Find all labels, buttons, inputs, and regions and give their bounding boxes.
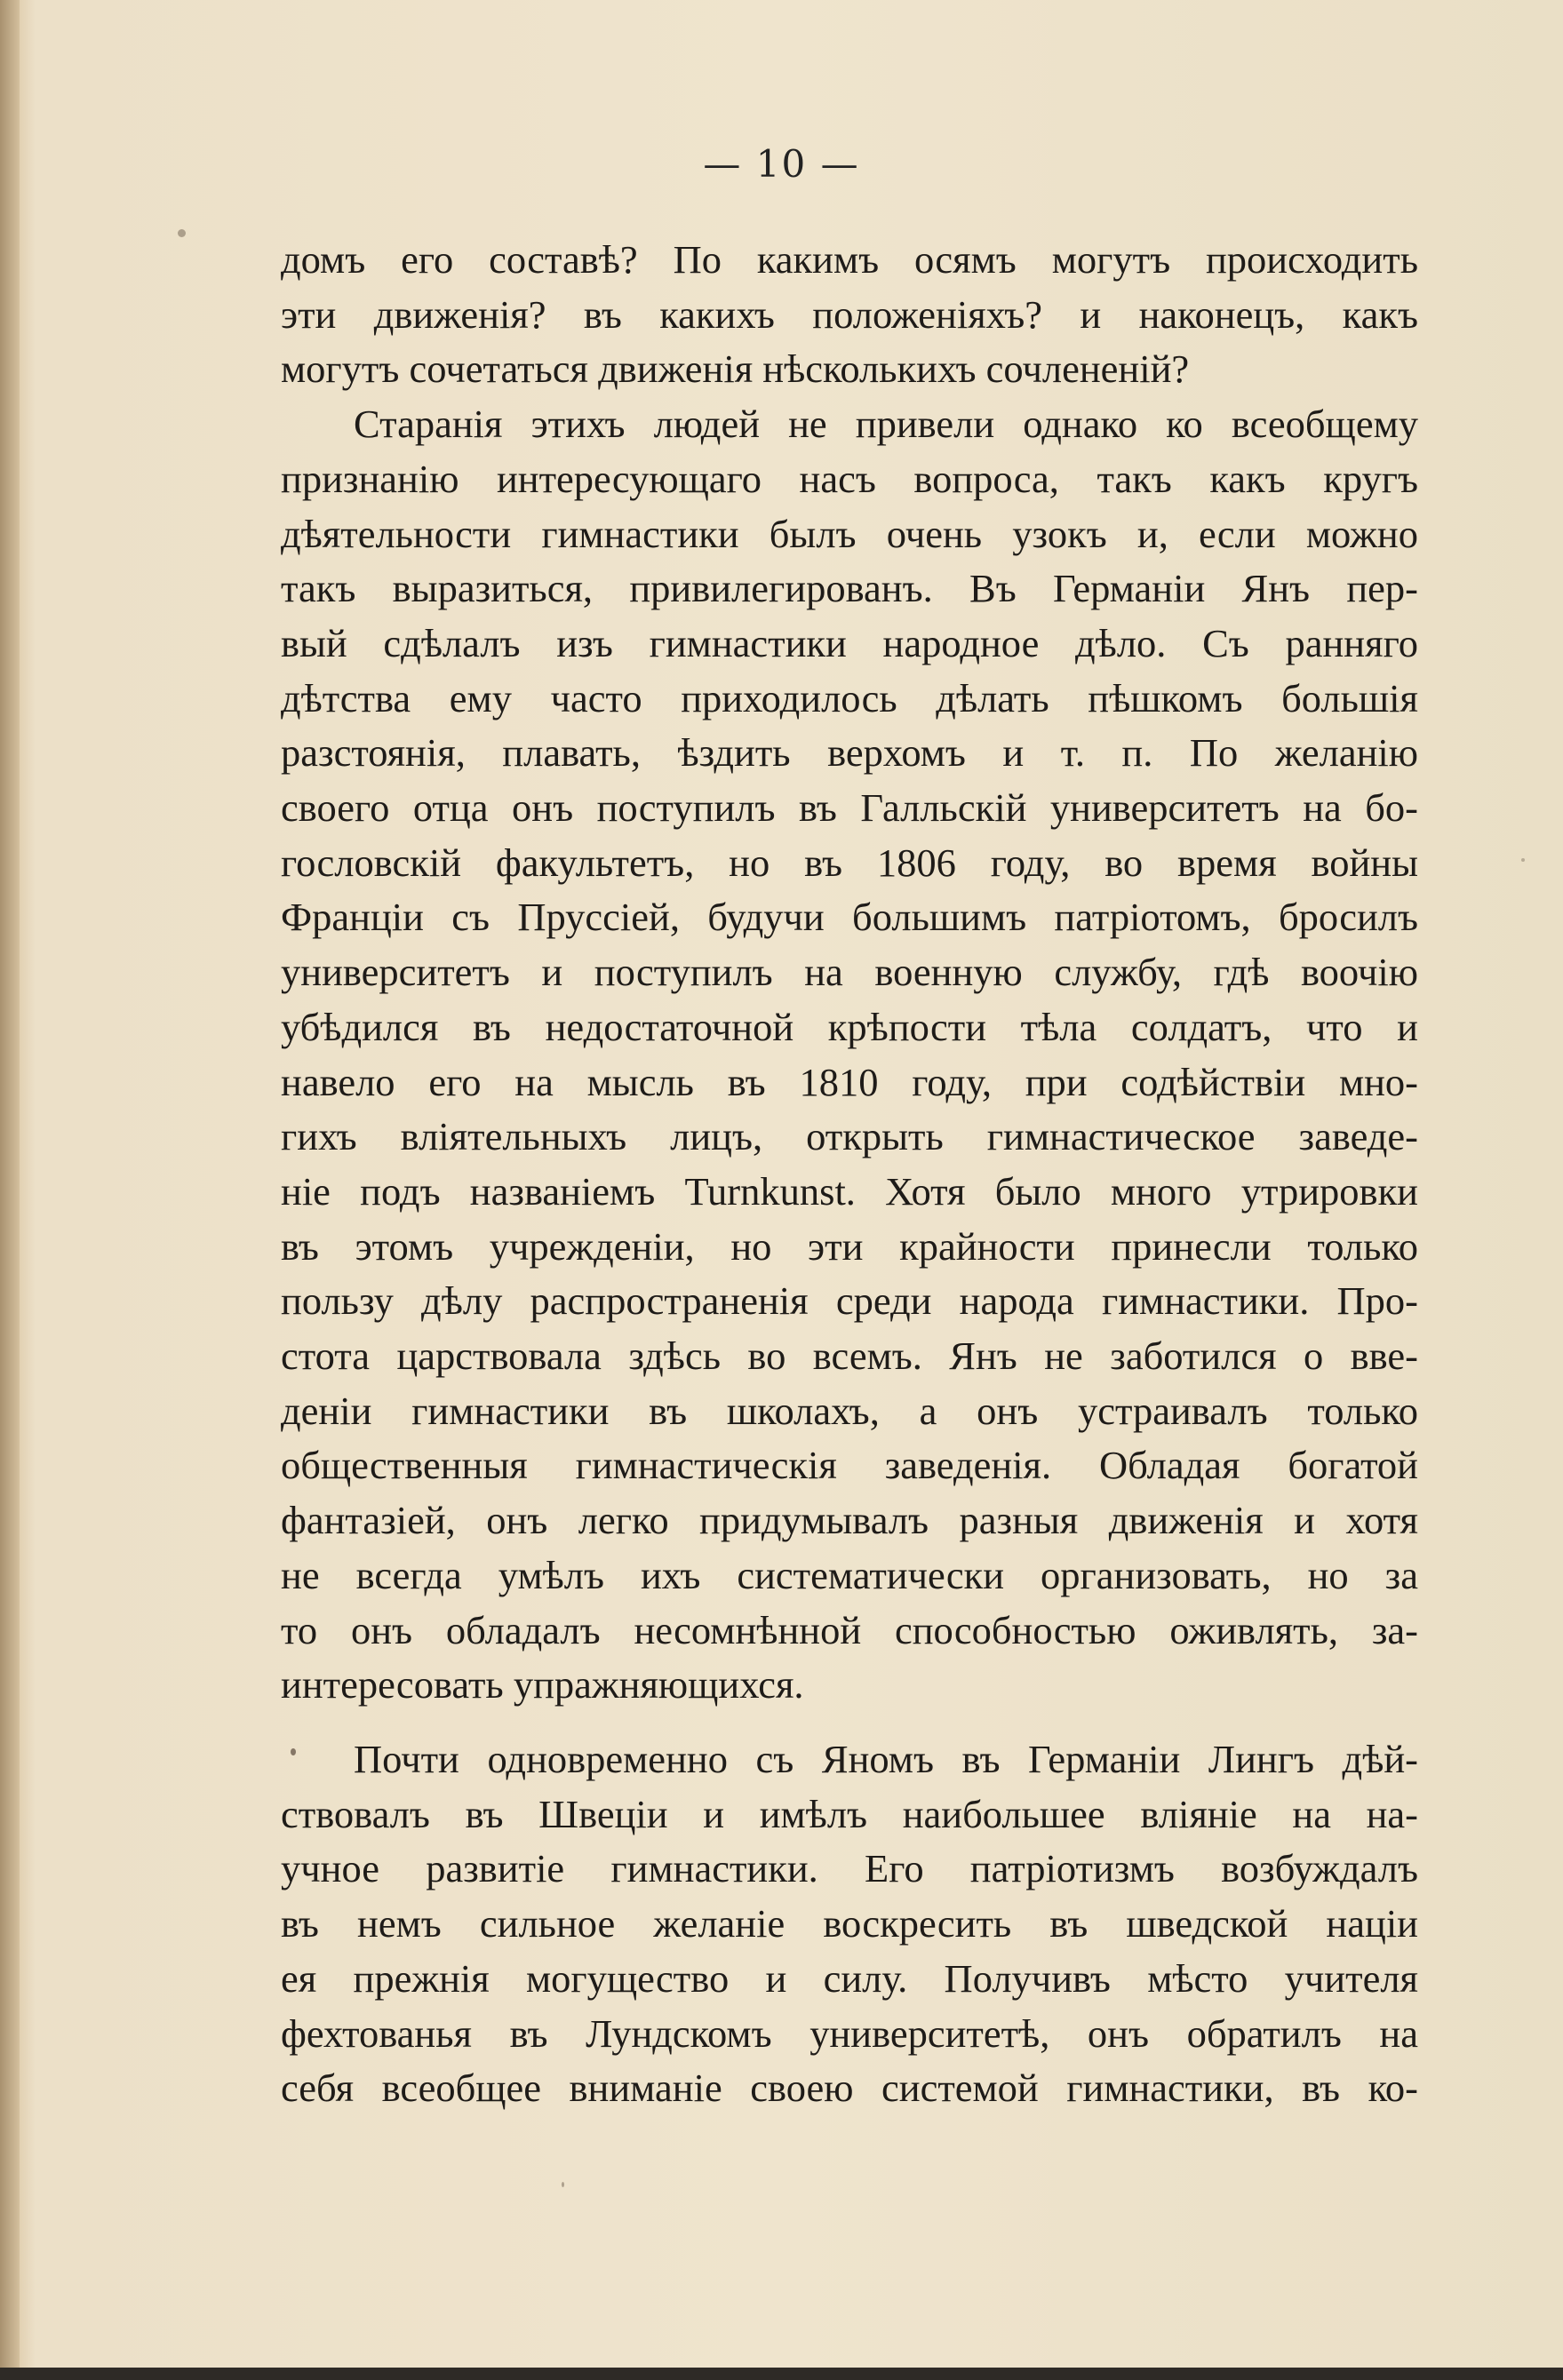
text-line: Франціи съ Пруссіей, будучи большимъ патріотомъ, бросилъ — [281, 895, 1418, 940]
text-line: дѣятельности гимнастики былъ очень узокъ и, если можно — [281, 511, 1418, 556]
text-line: ствовалъ въ Швеціи и имѣлъ наибольшее вліяніе на на- — [281, 1791, 1418, 1836]
text-line: учное развитіе гимнастики. Его патріотизмъ возбуждалъ — [281, 1846, 1418, 1891]
text-line: ея прежнія могущество и силу. Получивъ мѣсто учителя — [281, 1955, 1418, 2001]
text-line: общественныя гимнастическія заведенія. Обладая богатой — [281, 1443, 1418, 1488]
body-text — [281, 233, 1418, 2116]
text-line: убѣдился въ недостаточной крѣпости тѣла солдатъ, что и — [281, 1004, 1418, 1049]
text-line: не всегда умѣлъ ихъ систематически организовать, но за — [281, 1552, 1418, 1597]
page-number: — 10 — — [703, 142, 860, 186]
text-line: признанію интересующаго насъ вопроса, такъ какъ кругъ — [281, 456, 1418, 501]
text-line: своего отца онъ поступилъ въ Галльскій университетъ на бо- — [281, 785, 1418, 831]
text-line: Старанія этихъ людей не привели однако ко всеобщему — [354, 402, 1418, 447]
text-line: вый сдѣлалъ изъ гимнастики народное дѣло. Съ ранняго — [281, 620, 1418, 665]
text-line: могутъ сочетаться движенія нѣсколькихъ сочлененій? — [281, 346, 1190, 392]
text-line: въ немъ сильное желаніе воскресить въ шведской націи — [281, 1901, 1418, 1946]
text-line: домъ его составѣ? По какимъ осямъ могутъ происходить — [281, 237, 1418, 282]
text-line: университетъ и поступилъ на военную службу, гдѣ воочію — [281, 950, 1418, 995]
page-bottom-edge — [0, 2368, 1563, 2380]
text-line: навело его на мысль въ 1810 году, при содѣйствіи мно- — [281, 1059, 1418, 1104]
paragraph-1 — [281, 233, 1418, 397]
text-line: Почти одновременно съ Яномъ въ Германіи Лингъ дѣй- — [354, 1736, 1418, 1781]
text-line: разстоянія, плавать, ѣздить верхомъ и т. п. По желанію — [281, 730, 1418, 776]
text-line: гословскій факультетъ, но въ 1806 году, во время войны — [281, 840, 1418, 885]
text-line: фехтованья въ Лундскомъ университетѣ, онъ обратилъ на — [281, 2010, 1418, 2056]
text-line: такъ выразиться, привилегированъ. Въ Германіи Янъ пер- — [281, 566, 1418, 611]
text-line: пользу дѣлу распространенія среди народа гимнастики. Про- — [281, 1278, 1418, 1324]
paper-speck — [562, 2182, 564, 2187]
paragraph-3 — [281, 1732, 1418, 2116]
text-line: эти движенія? въ какихъ положеніяхъ? и наконецъ, какъ — [281, 291, 1418, 337]
text-line: то онъ обладалъ несомнѣнной способностью оживлять, за- — [281, 1607, 1418, 1652]
paper-speck — [178, 229, 186, 237]
text-line: въ этомъ учрежденіи, но эти крайности принесли только — [281, 1223, 1418, 1269]
paragraph-2 — [281, 397, 1418, 1713]
paper-speck — [291, 1748, 296, 1755]
text-line: интересовать упражняющихся. — [281, 1662, 804, 1707]
text-line: себя всеобщее вниманіе своею системой гимнастики, въ ко- — [281, 2066, 1418, 2111]
text-line: ніе подъ названіемъ Turnkunst. Хотя было много утрировки — [281, 1168, 1418, 1214]
text-line: стота царствовала здѣсь во всемъ. Янъ не заботился о вве- — [281, 1333, 1418, 1379]
text-line: деніи гимнастики въ школахъ, а онъ устраивалъ только — [281, 1388, 1418, 1433]
text-line: фантазіей, онъ легко придумывалъ разныя движенія и хотя — [281, 1498, 1418, 1543]
paper-speck — [1521, 858, 1525, 862]
text-line: гихъ вліятельныхъ лицъ, открыть гимнастическое заведе- — [281, 1114, 1418, 1159]
text-line: дѣтства ему часто приходилось дѣлать пѣшкомъ большія — [281, 675, 1418, 720]
page-gutter-shadow — [0, 0, 20, 2380]
